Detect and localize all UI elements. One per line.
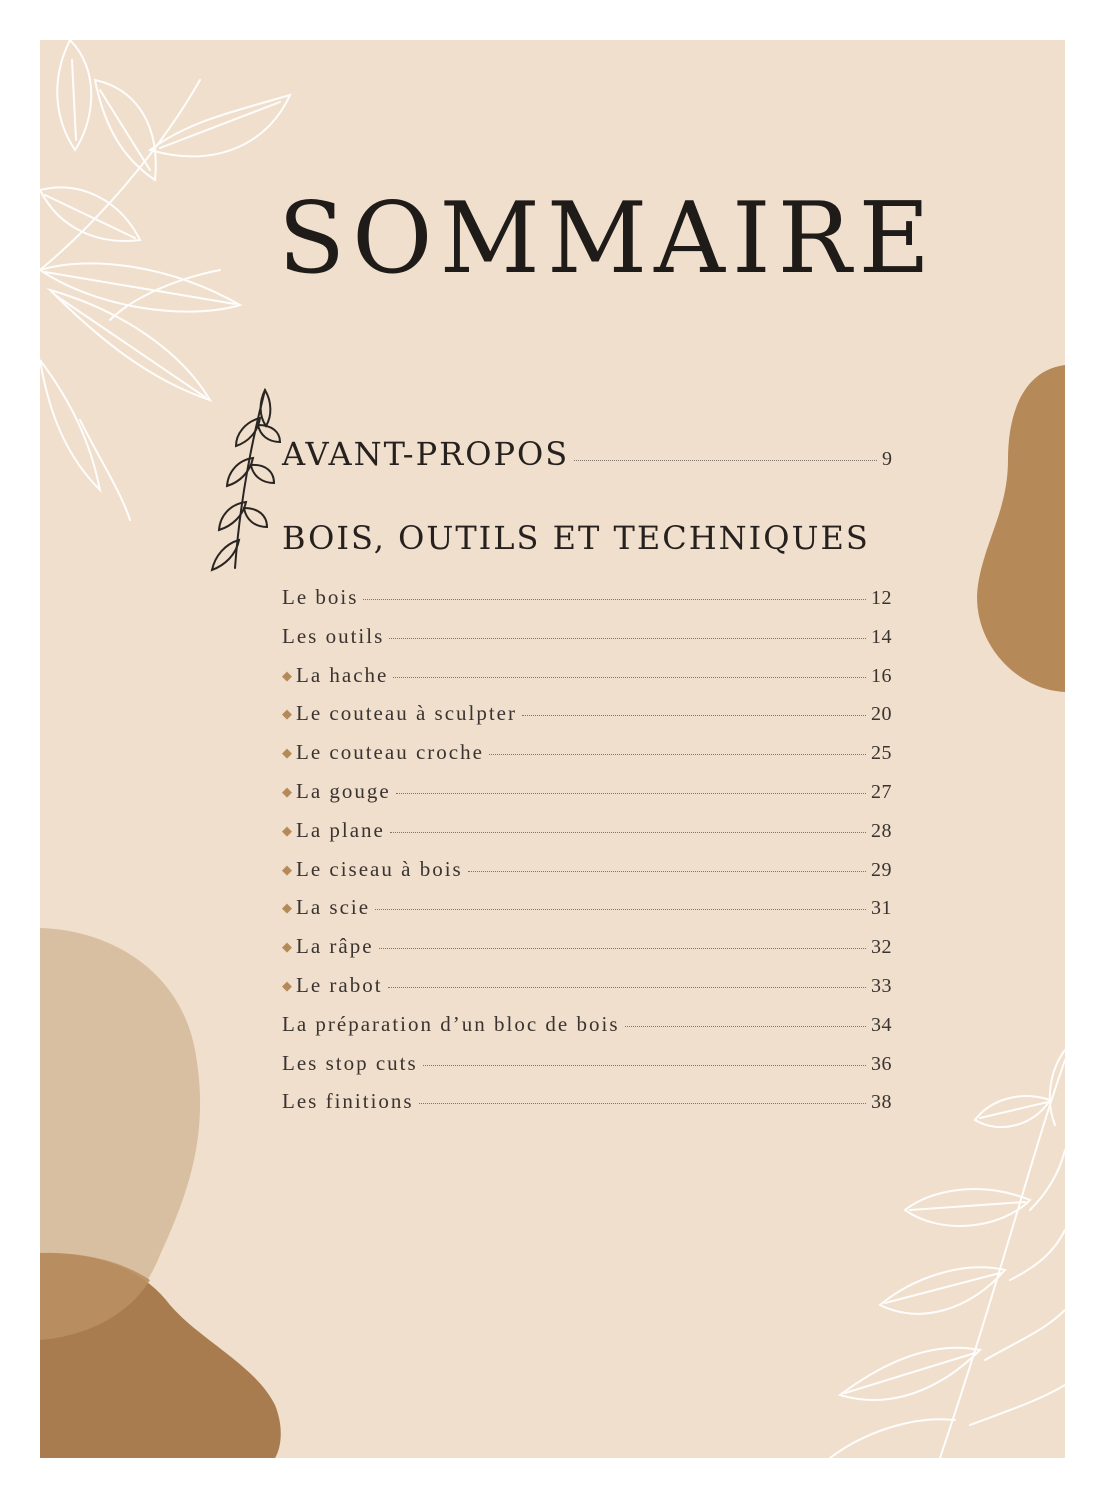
entry-label: Le bois <box>282 585 359 609</box>
entry-page-number: 32 <box>871 936 892 959</box>
dotted-leader <box>625 1026 867 1027</box>
entry-label: Le couteau croche <box>296 740 484 765</box>
entry-label: Le rabot <box>296 972 383 997</box>
toc-entry[interactable] <box>282 585 892 624</box>
entry-label: La préparation d’un bloc de bois <box>282 1011 620 1036</box>
dotted-leader <box>388 987 866 988</box>
toc-entry[interactable] <box>282 701 892 740</box>
table-of-contents <box>282 435 892 1128</box>
brown-blob-right <box>977 365 1065 692</box>
dotted-leader <box>423 1065 866 1066</box>
diamond-bullet-icon: ◆ <box>282 900 292 916</box>
diamond-bullet-icon: ◆ <box>282 977 292 993</box>
diamond-bullet-icon: ◆ <box>282 861 292 877</box>
entry-label: La scie <box>296 895 371 920</box>
section-page-number: 9 <box>882 448 892 470</box>
toc-entry[interactable] <box>282 779 892 818</box>
toc-entry[interactable] <box>282 663 892 702</box>
entry-page-number: 36 <box>871 1052 892 1075</box>
entry-label: La râpe <box>296 934 374 959</box>
entry-label: Les finitions <box>282 1089 414 1114</box>
diamond-bullet-icon: ◆ <box>282 939 292 955</box>
diamond-bullet-icon: ◆ <box>282 706 292 722</box>
dotted-leader <box>419 1103 866 1104</box>
toc-entry[interactable] <box>282 857 892 896</box>
entry-page-number: 20 <box>871 703 892 726</box>
section-label: AVANT-PROPOS <box>282 435 570 473</box>
dotted-leader <box>522 715 866 716</box>
dotted-leader <box>390 832 866 833</box>
dotted-leader <box>379 948 866 949</box>
dotted-leader <box>363 599 866 600</box>
toc-entry[interactable] <box>282 934 892 973</box>
dotted-leader <box>468 871 866 872</box>
entry-page-number: 27 <box>871 780 892 803</box>
toc-entry[interactable] <box>282 895 892 934</box>
entry-label: Les outils <box>282 623 385 648</box>
toc-entry[interactable] <box>282 1051 892 1090</box>
book-page <box>40 40 1065 1458</box>
dotted-leader <box>393 677 866 678</box>
entry-page-number: 25 <box>871 742 892 765</box>
dotted-leader <box>389 638 866 639</box>
diamond-bullet-icon: ◆ <box>282 745 292 761</box>
dotted-leader <box>375 909 866 910</box>
entry-label: Les stop cuts <box>282 1050 418 1075</box>
entry-page-number: 34 <box>871 1013 892 1036</box>
toc-section-bois-outils[interactable] <box>282 519 892 565</box>
diamond-bullet-icon: ◆ <box>282 822 292 838</box>
entry-label: Le ciseau à bois <box>296 856 463 881</box>
dotted-leader <box>574 460 877 461</box>
olive-sprig-icon <box>212 390 280 570</box>
toc-entry-list <box>282 585 892 1128</box>
dotted-leader <box>396 793 866 794</box>
page-title: SOMMAIRE <box>278 182 937 296</box>
dotted-leader <box>489 754 866 755</box>
entry-label: Le couteau à sculpter <box>296 701 517 726</box>
entry-page-number: 29 <box>871 858 892 881</box>
toc-section-avant-propos[interactable] <box>282 435 892 481</box>
toc-entry[interactable] <box>282 1012 892 1051</box>
entry-label: La plane <box>296 817 385 842</box>
toc-entry[interactable] <box>282 1089 892 1128</box>
entry-page-number: 31 <box>871 897 892 920</box>
entry-label: La hache <box>296 662 389 687</box>
entry-label: La gouge <box>296 778 391 803</box>
entry-page-number: 38 <box>871 1091 892 1114</box>
toc-entry[interactable] <box>282 624 892 663</box>
toc-entry[interactable] <box>282 740 892 779</box>
toc-entry[interactable] <box>282 973 892 1012</box>
diamond-bullet-icon: ◆ <box>282 667 292 683</box>
entry-page-number: 16 <box>871 664 892 687</box>
section-label: BOIS, OUTILS ET TECHNIQUES <box>282 519 870 557</box>
toc-entry[interactable] <box>282 818 892 857</box>
diamond-bullet-icon: ◆ <box>282 783 292 799</box>
entry-page-number: 12 <box>871 587 892 609</box>
entry-page-number: 14 <box>871 625 892 648</box>
entry-page-number: 33 <box>871 974 892 997</box>
entry-page-number: 28 <box>871 819 892 842</box>
